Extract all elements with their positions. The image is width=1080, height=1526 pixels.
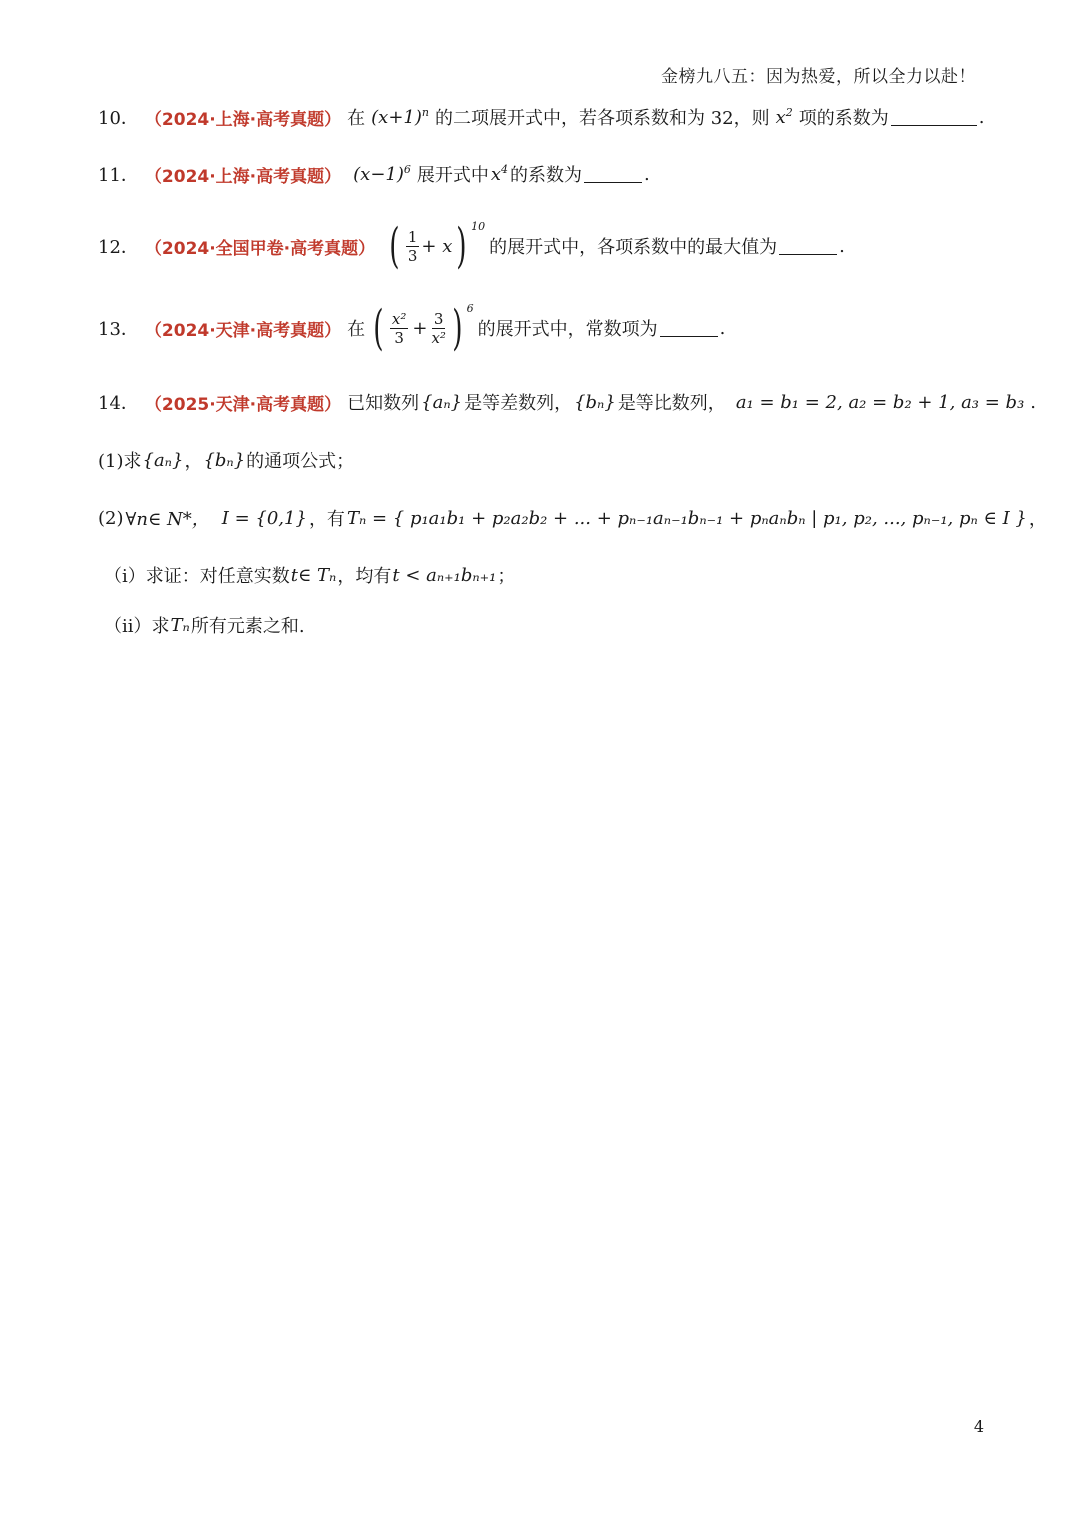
question-text: ，有 [308,509,345,530]
question-number: 12． [98,237,139,258]
page-header: 金榜九八五：因为热爱，所以全力以赴！ [661,67,976,87]
question-text: 的通项公式； [246,451,355,472]
math-expression: ( $\frac{\text{x²}}{3}$ + $\frac{3}{\text{x²}}$ ) $^6$ [373,300,474,356]
answer-blank [779,238,837,255]
question-end: . [719,317,726,339]
question-number: 14． [98,393,139,414]
question-number: 13． [98,319,139,340]
question-11 [98,161,650,187]
math-quantifier: ∀n∈ N*， [125,509,210,530]
set-i: I = {0,1} [221,507,307,529]
question-text: 的二项展开式中，若各项系数和为 32，则 [434,108,770,129]
part-label: (2) [98,507,124,529]
question-12 [98,218,845,274]
question-text: 在 [347,108,366,129]
question-14-sub-ii [104,612,305,638]
sequence-b: {bₙ} [203,449,246,471]
question-end: ； [497,566,516,587]
question-source: （2024·上海·高考真题） [144,109,342,130]
question-text: 的展开式中，常数项为 [477,319,658,340]
question-text: 所有元素之和. [190,616,305,637]
question-source: （2024·天津·高考真题） [144,320,342,341]
sub-label: （i）求证：对任意实数 [104,566,290,587]
question-end: . [978,106,985,128]
question-text: 已知数列 [347,393,420,414]
question-source: （2025·天津·高考真题） [144,394,342,415]
answer-blank [660,320,718,337]
math-inequality: t < aₙ₊₁bₙ₊₁ [392,564,497,586]
question-end: . [1030,391,1037,413]
math-expression: ( $\frac{1}{3}$ + x ) $^{10}$ [389,218,486,274]
answer-blank [584,166,642,183]
question-text: 是等比数列， [617,393,726,414]
math-condition: t∈ Tₙ [290,564,337,586]
question-10 [98,104,984,130]
question-text: ，均有 [337,566,392,587]
math-condition: a₁ = b₁ = 2, a₂ = b₂ + 1, a₃ = b₃ [735,391,1025,413]
question-number: 11． [98,165,139,186]
question-source: （2024·上海·高考真题） [144,166,342,187]
question-text: 在 [347,319,366,340]
question-source: （2024·全国甲卷·高考真题） [144,238,376,259]
question-text: 是等差数列， [464,393,573,414]
sequence-a: {aₙ} [421,391,463,413]
question-end: . [644,163,650,185]
question-13 [98,300,726,356]
answer-blank [891,109,977,126]
question-14-part-1 [98,447,354,473]
math-variable: $x^2$ [775,106,793,128]
question-text: 展开式中 [416,165,489,186]
sequence-b: {bₙ} [574,391,616,413]
question-14-part-2 [98,505,1047,531]
separator: ， [184,451,203,472]
question-end: . [839,235,845,257]
part-label: (1)求 [98,451,142,472]
page-number: 4 [973,1417,984,1436]
question-text: 的系数为 [510,165,583,186]
math-variable: $x^4$ [490,163,509,185]
sub-label: （ii）求 [104,616,170,637]
question-14-sub-i [104,562,515,588]
sequence-a: {aₙ} [142,449,184,471]
math-expression: $(x+1)^n$ [371,106,429,128]
question-end: ， [1028,509,1047,530]
question-14 [98,389,1036,415]
math-variable: Tₙ [170,614,190,636]
question-number: 10． [98,108,139,129]
set-t: Tₙ = { p₁a₁b₁ + p₂a₂b₂ + ... + pₙ₋₁aₙ₋₁bₙ₋₁ + pₙaₙbₙ | p₁, p₂, ..., pₙ₋₁, pₙ ∈ I } [346,507,1027,529]
question-text: 的展开式中，各项系数中的最大值为 [489,237,778,258]
math-expression: $(x-1)^6$ [353,163,411,185]
question-text: 项的系数为 [798,108,889,129]
